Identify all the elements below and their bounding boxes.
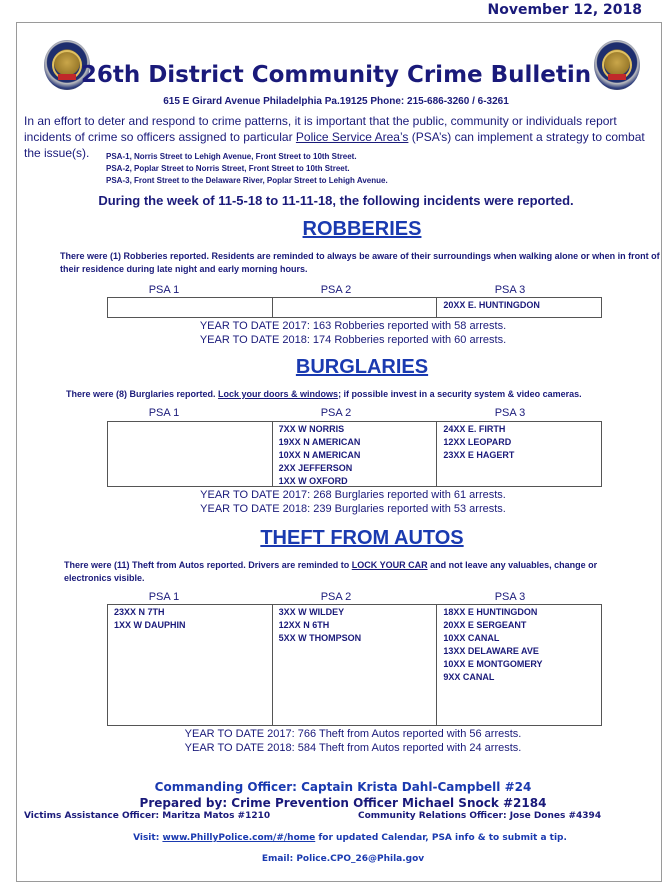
- incident-address: 20XX E. HUNTINGDON: [443, 300, 540, 310]
- psa-3-header: PSA 3: [494, 284, 526, 296]
- phillypolice-link[interactable]: www.PhillyPolice.com/#/home: [162, 833, 316, 843]
- robberies-ytd-2018: YEAR TO DATE 2018: 174 Robberies reported with 60 arrests.: [199, 334, 507, 346]
- bulletin-date: November 12, 2018: [487, 2, 642, 18]
- psa-1-definition: PSA-1, Norris Street to Lehigh Avenue, Front Street to 10th Street.: [106, 152, 357, 161]
- robberies-psa-1-cell: [108, 298, 273, 317]
- bulletin-title: 26th District Community Crime Bulletin: [80, 62, 592, 88]
- psa-1-header: PSA 1: [148, 591, 180, 603]
- psa-3-definition: PSA-3, Front Street to the Delaware River, Poplar Street to Lehigh Avenue.: [106, 176, 388, 185]
- district-address: 615 E Girard Avenue Philadelphia Pa.19125 Phone: 215-686-3260 / 6-3261: [163, 96, 509, 107]
- psa-2-header: PSA 2: [320, 284, 352, 296]
- robberies-heading: ROBBERIES: [302, 218, 422, 240]
- incident-address: 10XX N AMERICAN: [278, 450, 361, 460]
- incident-address: 19XX N AMERICAN: [278, 437, 361, 447]
- incident-address: 10XX E MONTGOMERY: [443, 659, 543, 669]
- community-relations-officer: Community Relations Officer: Jose Dones #4394: [358, 811, 602, 821]
- lock-your-car-link: LOCK YOUR CAR: [351, 560, 428, 570]
- incident-address: 3XX W WILDEY: [278, 607, 345, 617]
- incident-address: 23XX E HAGERT: [443, 450, 515, 460]
- incident-address: 1XX W OXFORD: [278, 476, 348, 486]
- incident-address: 1XX W DAUPHIN: [114, 620, 186, 630]
- theft-psa-2-cell: [273, 605, 438, 725]
- incident-address: 5XX W THOMPSON: [278, 633, 362, 643]
- visit-line: Visit: www.PhillyPolice.com/#/home for updated Calendar, PSA info & to submit a tip.: [133, 833, 567, 843]
- theft-notice: There were (11) Theft from Autos reported. Drivers are reminded to LOCK YOUR CAR and not leave any valuables, change or electronics visible.: [64, 560, 598, 583]
- burglaries-ytd-2017: YEAR TO DATE 2017: 268 Burglaries reported with 61 arrests.: [200, 489, 506, 501]
- psa-2-header: PSA 2: [320, 591, 352, 603]
- incident-address: 2XX JEFFERSON: [278, 463, 353, 473]
- week-statement: During the week of 11-5-18 to 11-11-18, the following incidents were reported.: [98, 193, 574, 208]
- psa-1-header: PSA 1: [148, 407, 180, 419]
- theft-ytd-2017: YEAR TO DATE 2017: 766 Theft from Autos reported with 56 arrests.: [184, 728, 522, 740]
- victims-assistance-officer: Victims Assistance Officer: Maritza Matos #1210: [24, 811, 271, 821]
- incident-address: 10XX CANAL: [443, 633, 500, 643]
- incident-address: 23XX N 7TH: [114, 607, 165, 617]
- theft-psa-3-cell: [437, 605, 601, 725]
- commanding-officer: Commanding Officer: Captain Krista Dahl-Campbell #24: [154, 780, 532, 794]
- incident-address: 18XX E HUNTINGDON: [443, 607, 538, 617]
- theft-from-autos-heading: THEFT FROM AUTOS: [260, 527, 464, 549]
- robberies-psa-3-cell: [437, 298, 601, 317]
- psa-3-header: PSA 3: [494, 407, 526, 419]
- burglaries-psa-2-cell: [273, 422, 438, 486]
- burglaries-psa-3-cell: [437, 422, 601, 486]
- lock-doors-link: Lock your doors & windows: [218, 389, 339, 399]
- psa-1-header: PSA 1: [148, 284, 180, 296]
- incident-address: 12XX LEOPARD: [443, 437, 512, 447]
- incident-address: 24XX E. FIRTH: [443, 424, 506, 434]
- burglaries-heading: BURGLARIES: [295, 356, 429, 378]
- psa-link[interactable]: Police Service Area’s: [295, 130, 409, 144]
- incident-address: 12XX N 6TH: [278, 620, 330, 630]
- incident-address: 9XX CANAL: [443, 672, 495, 682]
- prepared-by: Prepared by: Crime Prevention Officer Michael Snock #2184: [139, 796, 547, 810]
- burglaries-table: [107, 421, 602, 487]
- theft-ytd-2018: YEAR TO DATE 2018: 584 Theft from Autos reported with 24 arrests.: [184, 742, 522, 754]
- theft-psa-1-cell: [108, 605, 273, 725]
- robberies-notice: There were (1) Robberies reported. Residents are reminded to always be aware of their surroundings when walking alone or when in front of their residence during late night and early morning hours.: [60, 251, 660, 274]
- psa-2-definition: PSA-2, Poplar Street to Norris Street, Front Street to 10th Street.: [106, 164, 350, 173]
- burglaries-ytd-2018: YEAR TO DATE 2018: 239 Burglaries reported with 53 arrests.: [200, 503, 506, 515]
- psa-3-header: PSA 3: [494, 591, 526, 603]
- incident-address: 20XX E SERGEANT: [443, 620, 527, 630]
- robberies-table: [107, 297, 602, 318]
- incident-address: 13XX DELAWARE AVE: [443, 646, 539, 656]
- robberies-ytd-2017: YEAR TO DATE 2017: 163 Robberies reported with 58 arrests.: [199, 320, 507, 332]
- theft-table: [107, 604, 602, 726]
- contact-email[interactable]: Email: Police.CPO_26@Phila.gov: [261, 854, 425, 864]
- intro-paragraph: In an effort to deter and respond to crime patterns, it is important that the public, community or individuals report incidents of crime so officers assigned to particular Police Service Area’s (PSA’s) can implement a strategy to combat the issue(s).: [24, 114, 645, 160]
- psa-2-header: PSA 2: [320, 407, 352, 419]
- robberies-psa-2-cell: [273, 298, 438, 317]
- burglaries-psa-1-cell: [108, 422, 273, 486]
- incident-address: 7XX W NORRIS: [278, 424, 345, 434]
- burglaries-notice: There were (8) Burglaries reported. Lock your doors & windows; if possible invest in a security system & video cameras.: [66, 389, 582, 399]
